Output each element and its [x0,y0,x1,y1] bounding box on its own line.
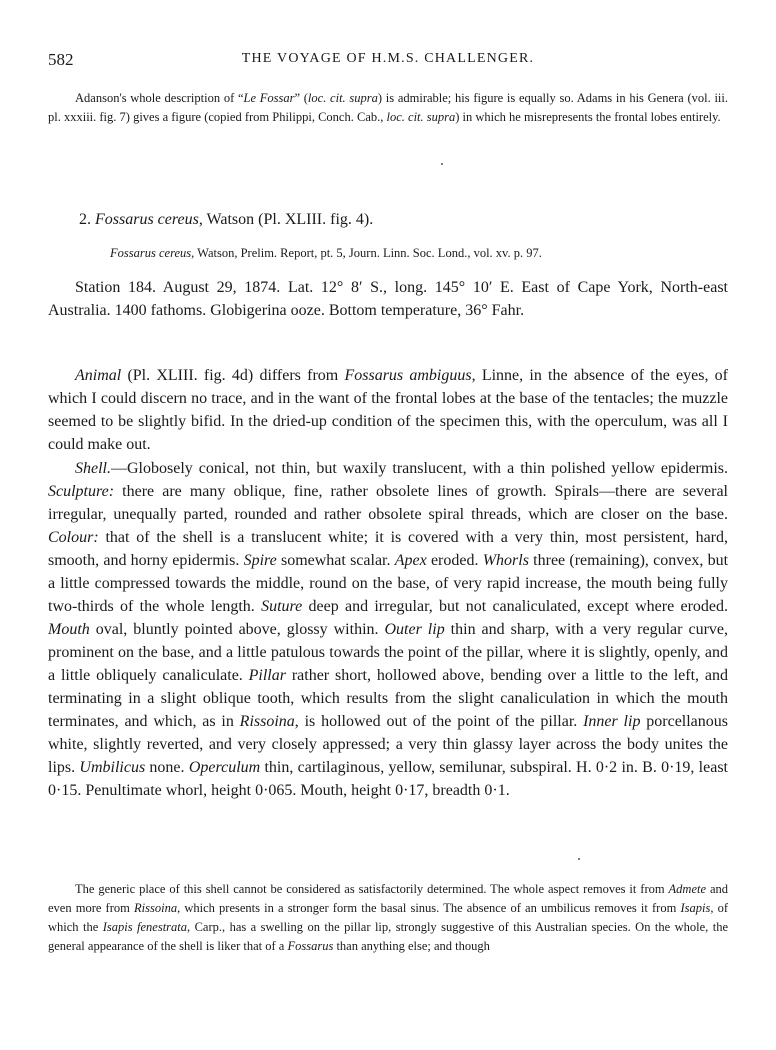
speck-mark [441,163,443,165]
page-number: 582 [48,50,74,69]
page-header [48,50,728,72]
intro-note [48,89,728,127]
species-name: Fossarus cereus [95,211,199,228]
shell-description: Shell.—Globosely conical, not thin, but waxily translucent, with a thin polished yellow epidermis. Sculpture: there are many oblique, fine, rather obsolete lines of growth. Spirals—there are several irregular, unequally parted, rounded and rather obsolete spiral threads, which are closer on the base. Colour: that of the shell is a translucent white; it is covered with a very thin, most persistent, hard, smooth, and horny epidermis. Spire somewhat scalar. Apex eroded. Whorls three (remaining), convex, but a little compressed towards the middle, round on the base, of very rapid increase, the mouth being fully two-thirds of the whole length. Suture deep and irregular, but not canaliculated, except where eroded. Mouth oval, bluntly pointed above, glossy within. Outer lip thin and sharp, with a very regular curve, prominent on the base, and a little patulous towards the point of the pillar, where it is slightly, openly, and a little obliquely canaliculate. Pillar rather short, hollowed above, bending over a little to the left, and terminating in a slight oblique tooth, which results from the slight canaliculation in which the mouth terminates, and which, as in Rissoina, is hollowed out of the point of the pillar. Inner lip porcellanous white, slightly reverted, and very closely appressed; a very thin glassy layer across the body unites the lips. Umbilicus none. Operculum thin, cartilaginous, yellow, semilunar, subspiral. H. 0·2 in. B. 0·19, least 0·15. Penultimate whorl, height 0·065. Mouth, height 0·17, breadth 0·1. [48,460,729,799]
synonymy-reference: Fossarus cereus, Watson, Prelim. Report, pt. 5, Journ. Linn. Soc. Lond., vol. xv. p. 97. [110,246,542,260]
closing-note: The generic place of this shell cannot be considered as satisfactorily determined. The whole aspect removes it from Admete and even more from Rissoina, which presents in a stronger form the basal sinus. The absence of an umbilicus removes it from Isapis, of which the Isapis fenestrata, Carp., has a swelling on the pillar lip, strongly suggestive of this Australian species. On the whole, the general appearance of the shell is liker that of a Fossarus than anything else; and though [48,882,728,953]
running-title: THE VOYAGE OF H.M.S. CHALLENGER. [241,51,535,66]
station-data: Station 184. August 29, 1874. Lat. 12° 8′ S., long. 145° 10′ E. East of Cape York, North-east Australia. 1400 fathoms. Globigerina ooze. Bottom temperature, 36° Fahr. [48,279,728,319]
species-heading: 2. Fossarus cereus, Watson (Pl. XLIII. fig. 4). [79,211,374,228]
intro-note-paragraph: Adanson's whole description of “Le Fossar” (loc. cit. supra) is admirable; his figure is equally so. Adams in his Genera (vol. iii. pl. xxxiii. fig. 7) gives a figure (copied from Philippi, Conch. Cab., loc. cit. supra) in which he misrepresents the frontal lobes entirely. [48,91,728,124]
animal-description: Animal (Pl. XLIII. fig. 4d) differs from Fossarus ambiguus, Linne, in the absence of the eyes, of which I could discern no trace, and in the want of the frontal lobes at the base of the tentacles; the muzzle seemed to be slightly bifid. In the dried-up condition of the specimen this, with the operculum, was all I could make out. [48,367,729,453]
speck-mark [578,858,580,860]
